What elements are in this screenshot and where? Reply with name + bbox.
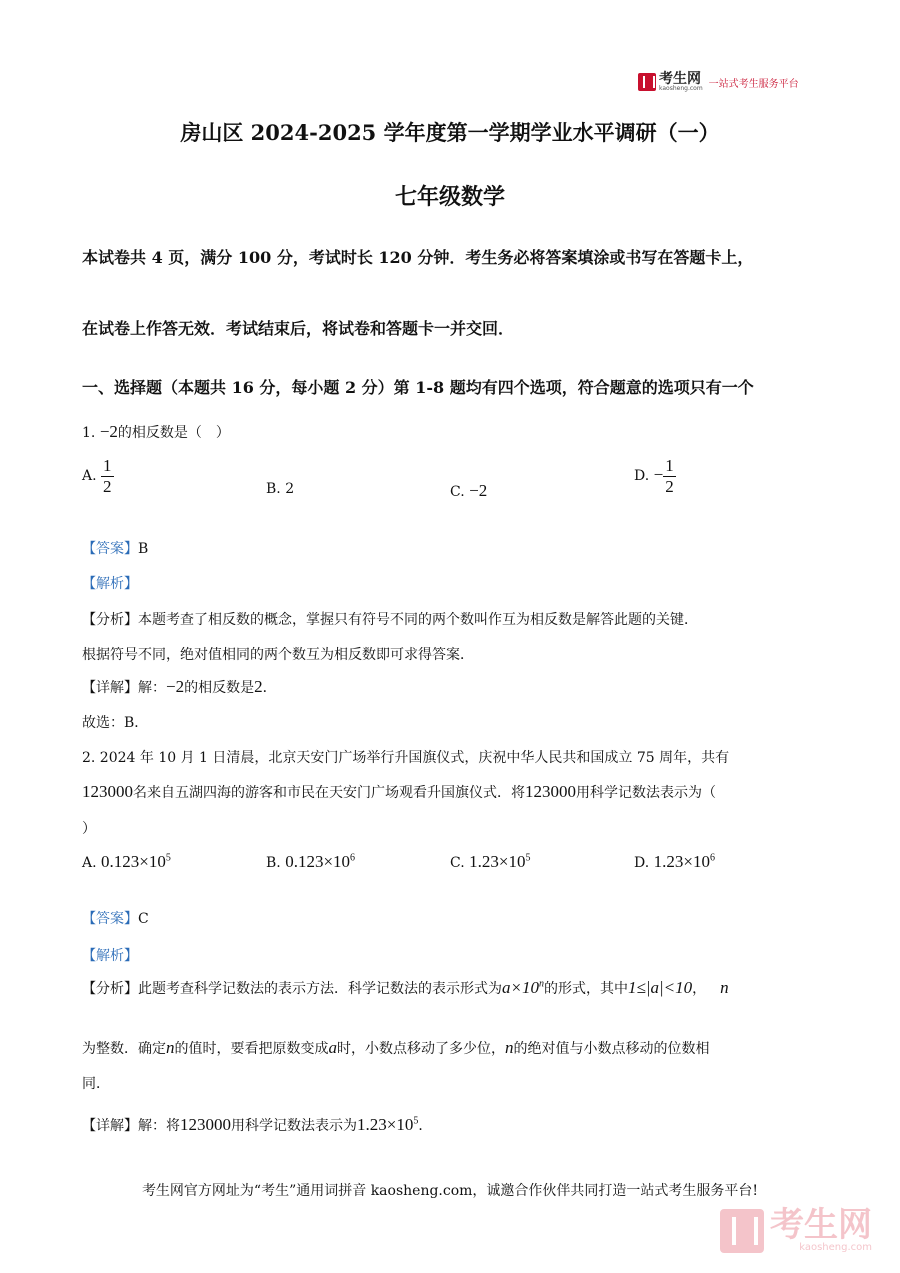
base: 1.23×10 [653,852,710,871]
detail-tag: 【详解】 [82,680,138,696]
fenxi-text: 本题考查了相反数的概念，掌握只有符号不同的两个数叫作互为相反数是解答此题的关键． [138,612,698,628]
base: 1.23×10 [357,1115,414,1134]
q2-detail [82,1115,432,1135]
detail-expr: −2 [166,677,185,696]
answer-tag: 【答案】 [82,541,138,557]
q1-option-c [450,481,487,501]
q1-analysis-tag: 【解析】 [82,576,138,592]
detail-mid: 用科学记数法表示为 [231,1118,357,1134]
site-logo [638,72,799,92]
exam-title: 房山区 2024-2025 学年度第一学期学业水平调研（一） [180,120,720,145]
exponent: 5 [525,852,531,864]
denominator: 2 [665,476,674,496]
fraction [101,456,114,496]
denominator: 2 [103,476,112,496]
fenxi-text: 时，小数点移动了多少位， [337,1041,505,1057]
option-value [654,852,715,871]
option-value [101,852,171,871]
numerator: 1 [103,456,112,475]
q2-fenxi-line-1 [82,978,729,998]
question-1-expr: −2 [99,422,118,441]
question-1-stem [82,422,230,442]
q2-fenxi-line-2 [82,1038,710,1058]
q2-answer [82,908,149,928]
exponent: 6 [709,852,715,864]
fenxi-tag: 【分析】 [82,981,138,997]
option-label: C. [450,855,465,871]
option-label: A. [82,855,97,871]
q2-analysis-tag: 【解析】 [82,948,138,964]
instructions-line-1: 本试卷共 4 页，满分 100 分，考试时长 120 分钟．考生务必将答案填涂或书写在答题卡上， [82,248,754,267]
detail-end: ． [262,680,277,696]
instructions-line-2: 在试卷上作答无效．考试结束后，将试卷和答题卡一并交回． [82,319,515,338]
question-1-number: 1. [82,425,96,441]
q2-option-a [82,852,171,872]
q2-stem-line-3: ） [82,821,96,837]
sci-value [357,1115,418,1134]
q2-stem-line-1: 2. 2024 年 10 月 1 日清晨，北京天安门广场举行升国旗仪式，庆祝中华人民共和国成立 75 周年，共有 [82,750,730,766]
fenxi-text: 此题考查科学记数法的表示方法．科学记数法的表示形式为 [138,981,502,997]
option-label: D. [634,468,650,485]
option-label: B. [266,481,281,497]
number: 123000 [82,782,133,801]
detail-end: ． [418,1118,433,1134]
fenxi-tag: 【分析】 [82,612,138,628]
answer-tag: 【答案】 [82,911,138,927]
q1-fenxi [82,609,698,629]
exponent: 6 [350,852,356,864]
q1-option-d [634,456,676,496]
q1-choose: 故选：B． [82,715,149,731]
numerator: 1 [665,456,674,475]
minus-sign: − [653,465,664,485]
logo-url: kaosheng.com [659,85,703,92]
kaosheng-logo-icon [638,73,656,91]
condition: 1≤|a|<10 [627,978,693,997]
answer-value: B [138,541,149,557]
variable-n: n [720,978,729,997]
option-value [469,852,530,871]
option-value [285,852,355,871]
base: 1.23×10 [469,852,526,871]
sci-form [502,978,544,997]
number: 123000 [525,782,576,801]
detail-mid: 的相反数是 [184,680,255,696]
base: a×10 [502,978,539,997]
question-1-text: 的相反数是（ ） [117,425,230,441]
exponent: 5 [165,852,171,864]
kaosheng-watermark-icon [720,1209,764,1253]
exam-subtitle: 七年级数学 [394,184,505,210]
option-label: D. [634,855,650,871]
option-label: B. [266,855,281,871]
base: 0.123×10 [285,852,351,871]
exponent: 5 [413,1115,419,1127]
option-label: C. [450,484,465,500]
q1-option-a [82,456,114,496]
q1-option-b [266,481,294,497]
number: 123000 [180,1115,231,1134]
q2-stem-line-2 [82,782,716,802]
stem-text: 用科学记数法表示为（ [576,785,716,801]
q1-answer [82,538,148,558]
fenxi-text: 的绝对值与小数点移动的位数相 [513,1041,710,1057]
variable-n: n [505,1038,514,1057]
q2-option-c [450,852,530,872]
option-value: 2 [285,481,295,497]
fenxi-text: 的值时，要看把原数变成 [174,1041,329,1057]
watermark-name: 考生网 [770,1205,872,1245]
detail-pre: 解：将 [138,1118,180,1134]
q1-detail [82,677,277,697]
q2-fenxi-line-3: 同． [82,1076,110,1092]
watermark-url: kaosheng.com [799,1242,872,1253]
base: 0.123×10 [101,852,166,871]
section-heading: 一、选择题（本题共 16 分，每小题 2 分）第 1-8 题均有四个选项，符合题意的选项只有一个 [82,378,754,397]
option-label: A. [82,468,97,485]
detail-pre: 解： [138,680,166,696]
q2-option-d [634,852,715,872]
fraction [663,456,676,496]
option-value: −2 [469,481,488,500]
logo-slogan: 一站式考生服务平台 [708,78,799,90]
comma: ， [692,981,707,997]
detail-tag: 【详解】 [82,1118,138,1134]
fenxi-text: 为整数．确定 [82,1041,166,1057]
answer-value: C [138,911,149,927]
variable-n: n [166,1038,175,1057]
detail-value: 2 [254,677,263,696]
exponent: n [538,978,544,990]
fenxi-text: 的形式，其中 [543,981,628,997]
q2-option-b [266,852,355,872]
stem-text: 名来自五湖四海的游客和市民在天安门广场观看升国旗仪式．将 [133,785,525,801]
logo-name: 考生网 [659,71,701,87]
watermark [720,1205,872,1253]
variable-a: a [328,1038,337,1057]
q1-fenxi-2: 根据符号不同，绝对值相同的两个数互为相反数即可求得答案． [82,647,474,663]
footer-text: 考生网官方网址为“考生”通用词拼音 kaosheng.com，诚邀合作伙伴共同打造一站式考生服务平台! [141,1183,759,1199]
